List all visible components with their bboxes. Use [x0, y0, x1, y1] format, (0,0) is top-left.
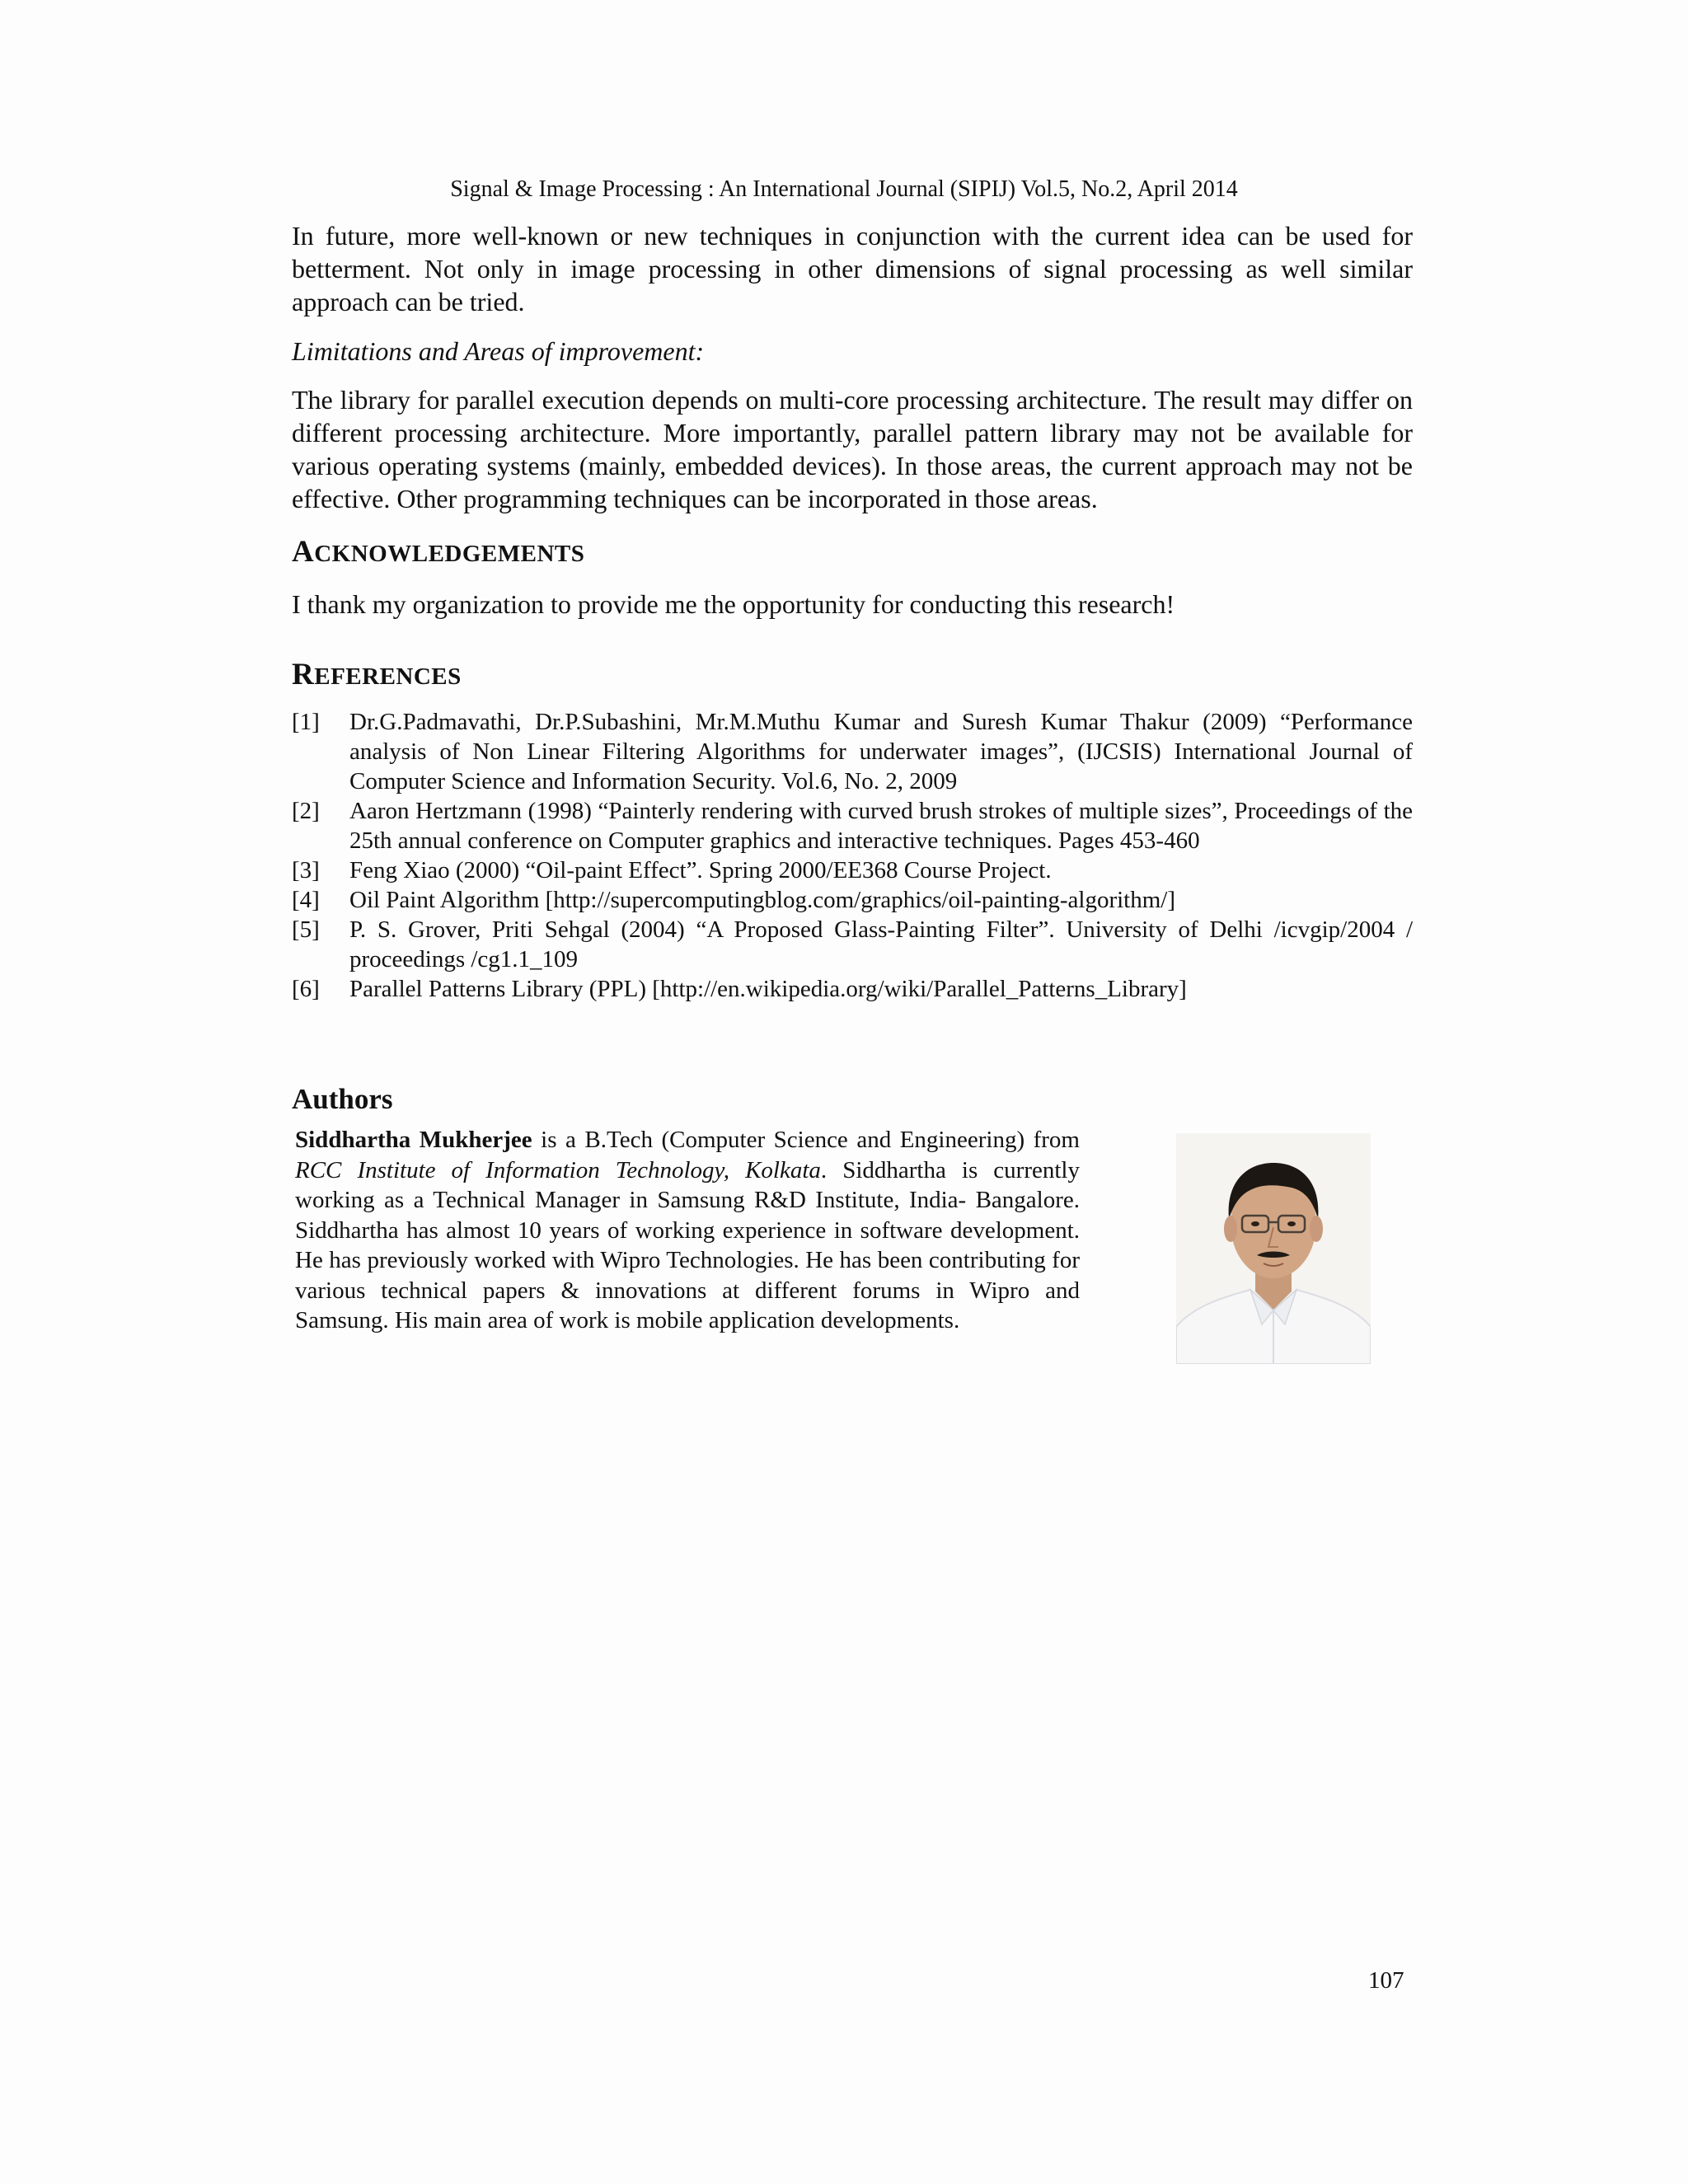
acknowledgements-text: I thank my organization to provide me the opportunity for conducting this research! — [292, 589, 1175, 619]
future-paragraph: In future, more well-known or new techniques in conjunction with the current idea can be used for betterment. Not only in image processing in other dimensions of signal processing as well similar approach can be tried. — [292, 221, 1413, 316]
acknowledgements-heading — [292, 534, 584, 572]
reference-number: [5] — [292, 916, 320, 943]
references-heading-rest: EFERENCES — [314, 663, 462, 690]
limitations-paragraph: The library for parallel execution depends on multi-core processing architecture. The result may differ on different processing architecture. More importantly, parallel pattern library may not be available for various operating systems (mainly, embedded devices). In those areas, the current approach may not be effective. Other programming techniques can be incorporated in those areas. — [292, 385, 1413, 513]
page-number: 107 — [1368, 1967, 1404, 1994]
author-name: Siddhartha Mukherjee — [295, 1127, 532, 1153]
reference-number: [1] — [292, 709, 320, 735]
reference-item — [292, 796, 1413, 855]
author-photo — [1176, 1133, 1371, 1364]
reference-text: Feng Xiao (2000) “Oil-paint Effect”. Spring 2000/EE368 Course Project. — [349, 857, 1052, 883]
limitations-heading: Limitations and Areas of improvement: — [292, 336, 705, 366]
reference-number: [3] — [292, 857, 320, 883]
reference-text: Dr.G.Padmavathi, Dr.P.Subashini, Mr.M.Muthu Kumar and Suresh Kumar Thakur (2009) “Performance analysis of Non Linear Filtering Algorithms for underwater images”, (IJCSIS) International Journal of Computer Science and Information Security. Vol.6, No. 2, 2009 — [349, 709, 1413, 794]
reference-number: [6] — [292, 976, 320, 1002]
reference-item — [292, 915, 1413, 974]
reference-text: P. S. Grover, Priti Sehgal (2004) “A Proposed Glass-Painting Filter”. University of Delhi /icvgip/2004 / proceedings /cg1.1_109 — [349, 916, 1413, 972]
author-bio — [295, 1125, 1080, 1336]
reference-text: Parallel Patterns Library (PPL) [http://en.wikipedia.org/wiki/Parallel_Patterns_Library] — [349, 976, 1187, 1002]
reference-item — [292, 855, 1413, 885]
reference-item — [292, 974, 1413, 1004]
reference-number: [2] — [292, 798, 320, 824]
reference-item — [292, 885, 1413, 915]
author-portrait-illustration — [1176, 1133, 1371, 1364]
running-header: Signal & Image Processing : An International Journal (SIPIJ) Vol.5, No.2, April 2014 — [450, 176, 1238, 202]
references-heading — [292, 657, 462, 695]
author-bio-part1: is a B.Tech (Computer Science and Engineering) from — [532, 1127, 1080, 1153]
author-bio-part2: . Siddhartha is currently working as a Technical Manager in Samsung R&D Institute, India- Bangalore. Siddhartha has almost 10 years of working experience in software development. He has previously worked with Wipro Technologies. He has been contributing for various technical papers & innovations at different forums in Wipro and Samsung. His main area of work is mobile application developments. — [295, 1156, 1080, 1333]
acknowledgements-heading-initial: A — [292, 535, 315, 569]
author-institute: RCC Institute of Information Technology, Kolkata — [295, 1156, 821, 1183]
references-heading-initial: R — [292, 658, 315, 691]
reference-item — [292, 707, 1413, 796]
authors-heading: Authors — [292, 1083, 393, 1115]
reference-text: Oil Paint Algorithm [http://supercomputingblog.com/graphics/oil-painting-algorithm/] — [349, 887, 1175, 913]
reference-text: Aaron Hertzmann (1998) “Painterly rendering with curved brush strokes of multiple sizes”, Proceedings of the 25th annual conference on Computer graphics and interactive techniques. Pages 453-460 — [349, 798, 1413, 854]
reference-list — [292, 707, 1413, 1004]
acknowledgements-heading-rest: CKNOWLEDGEMENTS — [314, 541, 585, 567]
reference-number: [4] — [292, 887, 320, 913]
